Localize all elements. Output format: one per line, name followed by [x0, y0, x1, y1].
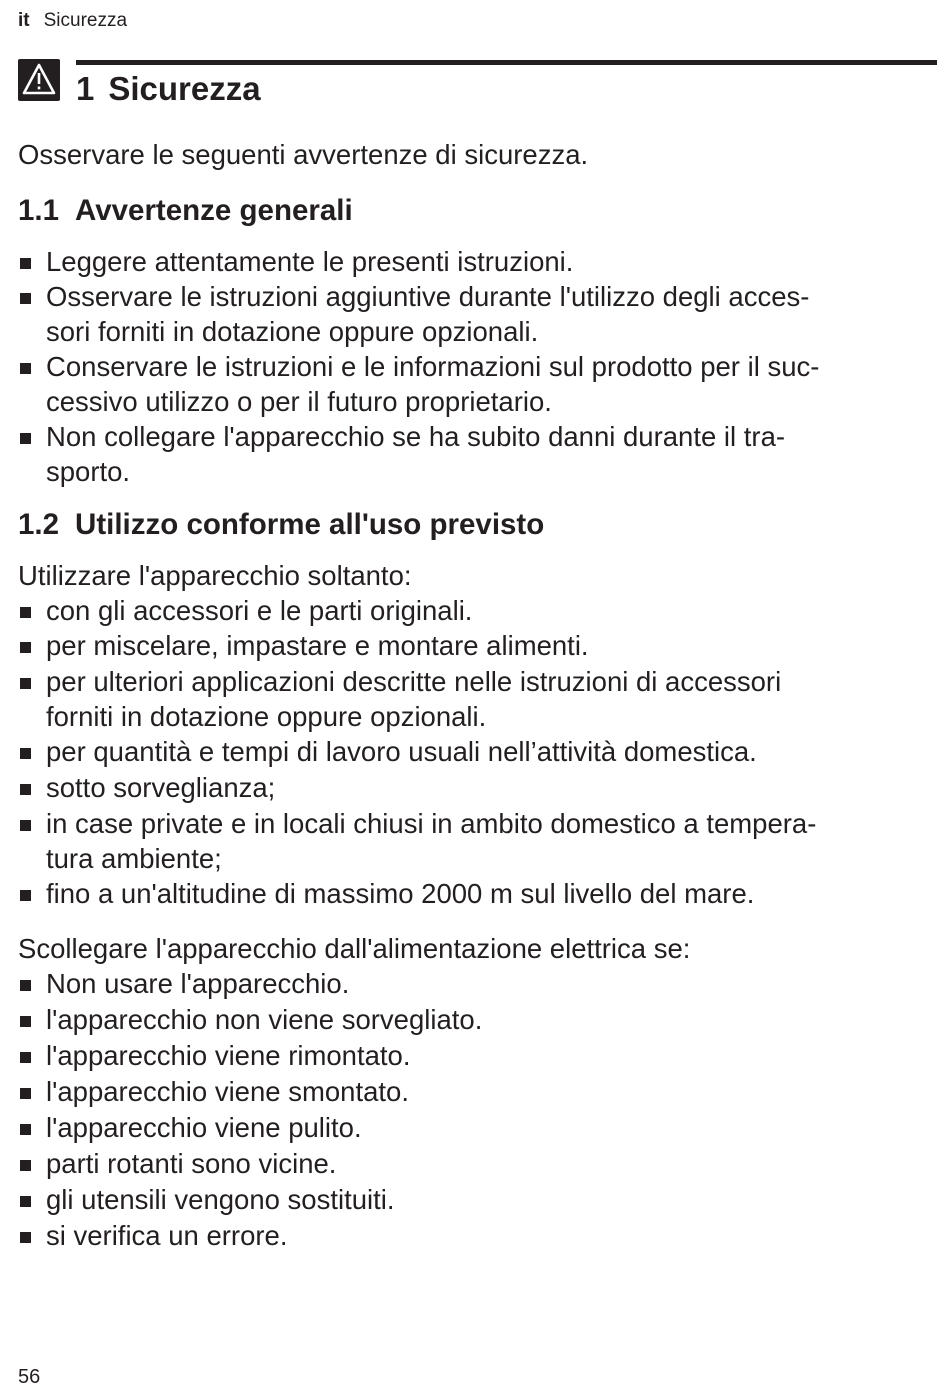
list-item [18, 1182, 933, 1217]
general-warnings-list [18, 244, 933, 489]
bullet-square-icon [20, 293, 31, 304]
list-item [18, 1146, 933, 1181]
list-item [18, 1038, 933, 1073]
list-item-text: per miscelare, impastare e montare alimenti. [46, 630, 589, 661]
chapter-rule [76, 60, 937, 65]
list-item-text: Conservare le istruzioni e le informazioni sul prodotto per il suc- [46, 351, 820, 382]
list-item [18, 1074, 933, 1109]
list-item-text: cessivo utilizzo o per il futuro proprietario. [46, 386, 552, 417]
list-item [18, 1110, 933, 1145]
bullet-square-icon [20, 433, 31, 444]
bullet-square-icon [20, 890, 31, 901]
header-section-title: Sicurezza [43, 10, 128, 31]
section-title: Utilizzo conforme all'uso previsto [75, 508, 545, 541]
list-item [18, 1218, 933, 1253]
bullet-square-icon [20, 678, 31, 689]
bullet-square-icon [20, 642, 31, 653]
list-item [18, 419, 933, 489]
list-item-text: sporto. [46, 456, 131, 487]
list-item-text: sotto sorveglianza; [46, 772, 276, 803]
list-item-text: con gli accessori e le parti originali. [46, 595, 473, 626]
running-header [18, 10, 127, 32]
list-item-text: l'apparecchio non viene sorvegliato. [46, 1004, 483, 1035]
warning-triangle-icon [18, 59, 60, 101]
list-item-text: gli utensili vengono sostituiti. [46, 1184, 395, 1215]
bullet-square-icon [20, 748, 31, 759]
list-item [18, 664, 933, 734]
chapter-title: Sicurezza [108, 70, 261, 107]
list-item-text: tura ambiente; [46, 843, 222, 874]
bullet-square-icon [20, 1016, 31, 1027]
list-item [18, 1002, 933, 1037]
disconnect-lead: Scollegare l'apparecchio dall'alimentazione elettrica se: [18, 933, 691, 964]
bullet-square-icon [20, 1160, 31, 1171]
bullet-square-icon [20, 784, 31, 795]
section-number: 1.1 [18, 194, 60, 227]
list-item-text: Non collegare l'apparecchio se ha subito danni durante il tra- [46, 421, 786, 452]
list-item [18, 770, 933, 805]
list-item-text: l'apparecchio viene smontato. [46, 1076, 409, 1107]
bullet-square-icon [20, 1052, 31, 1063]
bullet-square-icon [20, 607, 31, 618]
bullet-square-icon [20, 820, 31, 831]
list-item [18, 628, 933, 663]
list-item [18, 876, 933, 911]
intended-use-list [18, 593, 933, 911]
section-heading-1-1 [18, 194, 353, 228]
list-item-text: per ulteriori applicazioni descritte nelle istruzioni di accessori [46, 666, 782, 697]
list-item [18, 734, 933, 769]
section-heading-1-2 [18, 508, 544, 542]
intended-use-lead: Utilizzare l'apparecchio soltanto: [18, 560, 412, 591]
section-number: 1.2 [18, 508, 60, 541]
list-item-text: l'apparecchio viene pulito. [46, 1112, 362, 1143]
chapter-number: 1 [76, 70, 95, 107]
list-item-text: forniti in dotazione oppure opzionali. [46, 701, 487, 732]
bullet-square-icon [20, 980, 31, 991]
section-title: Avvertenze generali [75, 194, 353, 227]
list-item-text: parti rotanti sono vicine. [46, 1148, 337, 1179]
bullet-square-icon [20, 1232, 31, 1243]
bullet-square-icon [20, 1088, 31, 1099]
list-item-text: per quantità e tempi di lavoro usuali nell’attività domestica. [46, 736, 757, 767]
bullet-square-icon [20, 1196, 31, 1207]
list-item [18, 244, 933, 279]
bullet-square-icon [20, 1124, 31, 1135]
list-item-text: Leggere attentamente le presenti istruzioni. [46, 246, 574, 277]
language-code: it [18, 10, 30, 31]
intro-text: Osservare le seguenti avvertenze di sicurezza. [18, 139, 589, 170]
list-item-text: si verifica un errore. [46, 1220, 288, 1251]
list-item-text: fino a un'altitudine di massimo 2000 m sul livello del mare. [46, 878, 755, 909]
list-item [18, 806, 933, 876]
list-item-text: l'apparecchio viene rimontato. [46, 1040, 411, 1071]
list-item [18, 966, 933, 1001]
list-item-text: in case private e in locali chiusi in ambito domestico a tempera- [46, 808, 817, 839]
page-number: 56 [18, 1366, 41, 1388]
list-item-text: Osservare le istruzioni aggiuntive durante l'utilizzo degli acces- [46, 281, 810, 312]
list-item [18, 593, 933, 628]
list-item-text: Non usare l'apparecchio. [46, 968, 350, 999]
disconnect-conditions-list [18, 966, 933, 1253]
list-item-text: sori forniti in dotazione oppure opzionali. [46, 316, 539, 347]
chapter-heading [76, 70, 261, 108]
bullet-square-icon [20, 258, 31, 269]
list-item [18, 349, 933, 419]
list-item [18, 279, 933, 349]
bullet-square-icon [20, 363, 31, 374]
